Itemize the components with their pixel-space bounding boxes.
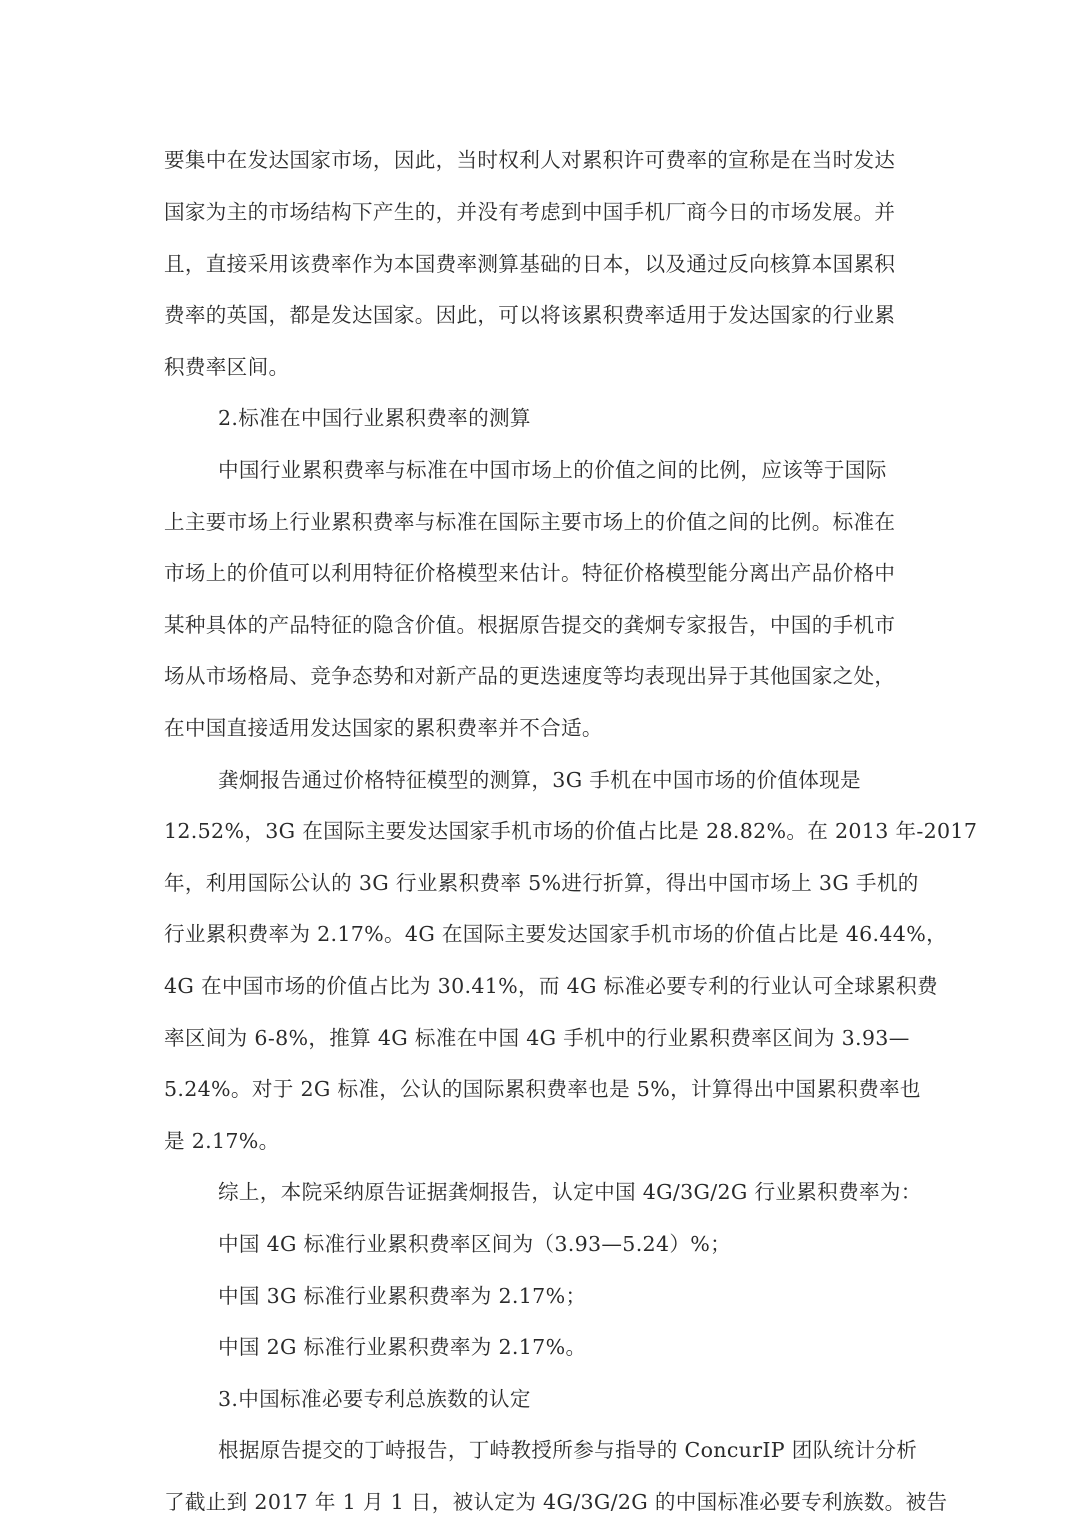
text-line: 龚炯报告通过价格特征模型的测算，3G 手机在中国市场的价值体现是 <box>218 768 861 792</box>
text-line: 中国 3G 标准行业累积费率为 2.17%； <box>218 1284 587 1308</box>
text-line: 某种具体的产品特征的隐含价值。根据原告提交的龚炯专家报告，中国的手机市 <box>164 613 896 637</box>
text-line: 综上，本院采纳原告证据龚炯报告，认定中国 4G/3G/2G 行业累积费率为： <box>218 1180 922 1204</box>
text-line: 中国行业累积费率与标准在中国市场上的价值之间的比例，应该等于国际 <box>218 458 887 482</box>
text-line: 市场上的价值可以利用特征价格模型来估计。特征价格模型能分离出产品价格中 <box>164 561 896 585</box>
text-line: 在中国直接适用发达国家的累积费率并不合适。 <box>164 716 603 740</box>
text-line: 中国 4G 标准行业累积费率区间为（3.93—5.24）%； <box>218 1232 732 1256</box>
section-heading: 3.中国标准必要专利总族数的认定 <box>218 1387 531 1411</box>
text-line: 是 2.17%。 <box>164 1129 280 1153</box>
text-line: 上主要市场上行业累积费率与标准在国际主要市场上的价值之间的比例。标准在 <box>164 510 896 534</box>
text-line: 12.52%，3G 在国际主要发达国家手机市场的价值占比是 28.82%。在 2013 年-2017 <box>164 819 978 843</box>
text-line: 行业累积费率为 2.17%。4G 在国际主要发达国家手机市场的价值占比是 46.44%， <box>164 922 947 946</box>
text-line: 4G 在中国市场的价值占比为 30.41%，而 4G 标准必要专利的行业认可全球累积费 <box>164 974 938 998</box>
text-line: 费率的英国，都是发达国家。因此，可以将该累积费率适用于发达国家的行业累 <box>164 303 896 327</box>
text-line: 中国 2G 标准行业累积费率为 2.17%。 <box>218 1335 587 1359</box>
text-line: 积费率区间。 <box>164 355 290 379</box>
text-line: 场从市场格局、竞争态势和对新产品的更迭速度等均表现出异于其他国家之处， <box>164 664 896 688</box>
text-line: 要集中在发达国家市场，因此，当时权利人对累积许可费率的宣称是在当时发达 <box>164 148 896 172</box>
text-line: 率区间为 6-8%，推算 4G 标准在中国 4G 手机中的行业累积费率区间为 3.93— <box>164 1026 910 1050</box>
text-line: 年，利用国际公认的 3G 行业累积费率 5%进行折算，得出中国市场上 3G 手机的 <box>164 871 919 895</box>
text-line: 了截止到 2017 年 1 月 1 日，被认定为 4G/3G/2G 的中国标准必要专利族数。被告 <box>164 1490 948 1514</box>
text-line: 且，直接采用该费率作为本国费率测算基础的日本，以及通过反向核算本国累积 <box>164 252 896 276</box>
text-line: 5.24%。对于 2G 标准，公认的国际累积费率也是 5%，计算得出中国累积费率也 <box>164 1077 921 1101</box>
text-line: 根据原告提交的丁峙报告，丁峙教授所参与指导的 ConcurIP 团队统计分析 <box>218 1438 918 1462</box>
text-line: 国家为主的市场结构下产生的，并没有考虑到中国手机厂商今日的市场发展。并 <box>164 200 896 224</box>
section-heading: 2.标准在中国行业累积费率的测算 <box>218 406 531 430</box>
